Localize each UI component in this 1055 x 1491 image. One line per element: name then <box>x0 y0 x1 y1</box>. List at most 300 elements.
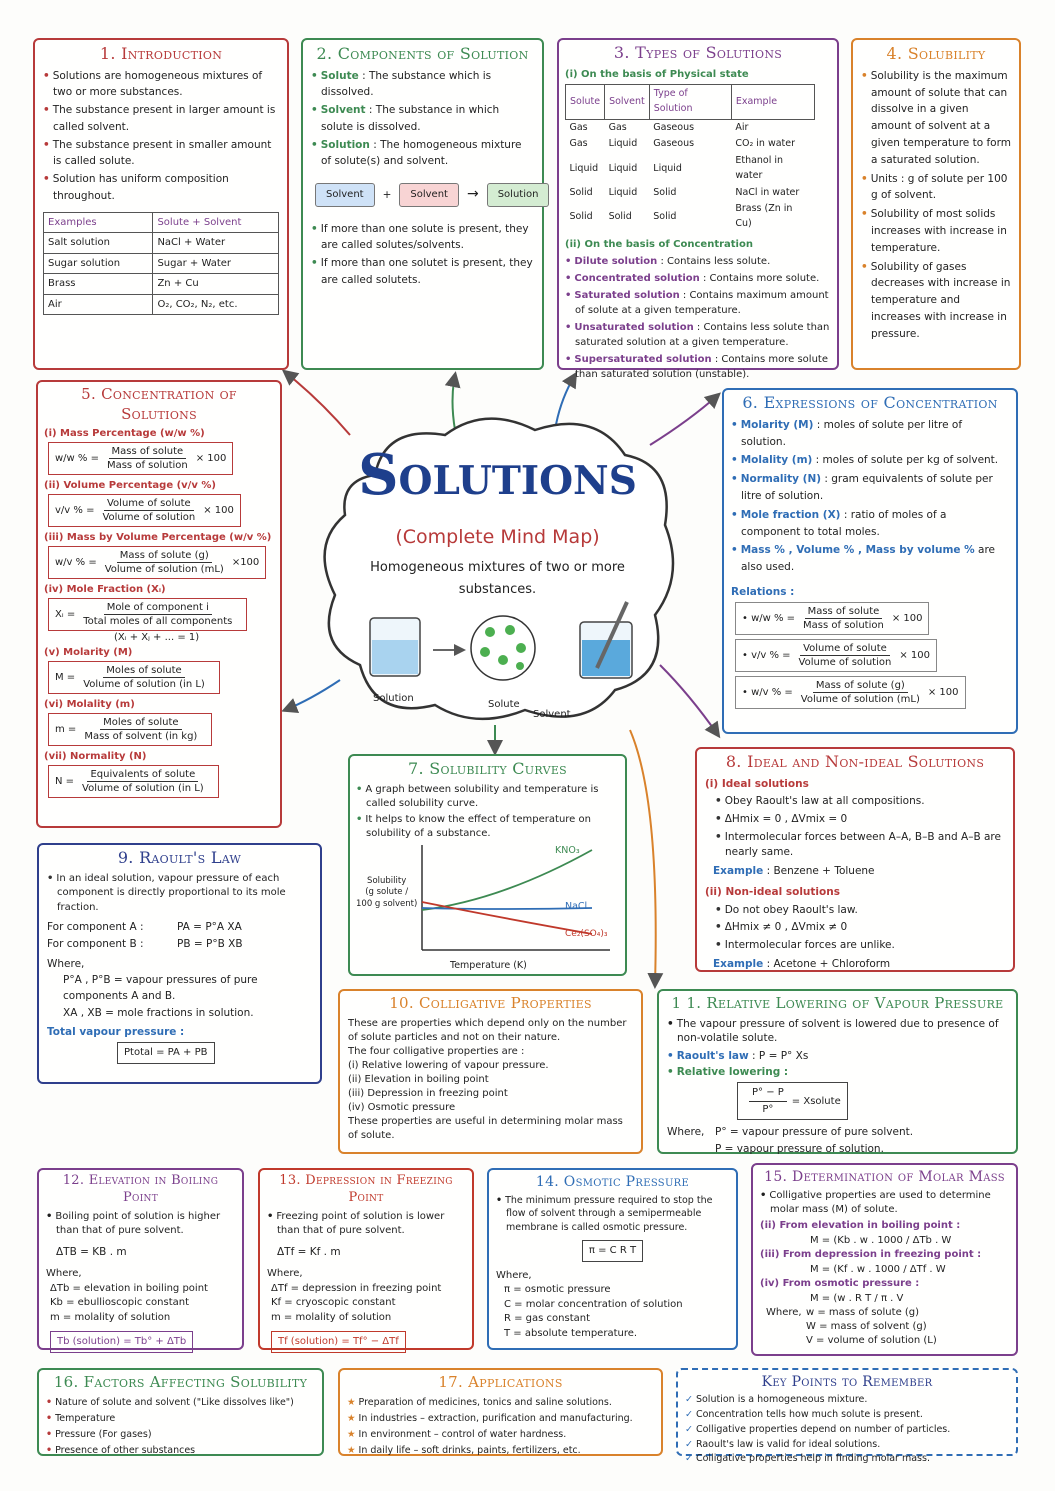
table-header-cell: Solvent <box>605 85 650 119</box>
center-subtitle: (Complete Mind Map) <box>395 526 600 548</box>
colligative-item: (iii) Depression in freezing point <box>348 1087 508 1099</box>
curves-ylabel <box>356 876 417 910</box>
denominator: Volume of solution (mL) <box>104 564 224 575</box>
rlvp-def2: P = vapour pressure of solution. <box>715 1142 884 1155</box>
table-row <box>44 233 279 254</box>
formula-lhs: • w/v % = <box>742 687 793 699</box>
curves-box <box>348 754 627 976</box>
types-sub1: (i) On the basis of Physical state <box>565 68 749 80</box>
series-kno3: KNO₃ <box>555 845 580 856</box>
nonideal-items <box>705 903 1005 954</box>
bullet-icon: • <box>356 783 363 795</box>
ylabel-line2: (g solute / <box>365 887 409 898</box>
table-cell: Zn + Cu <box>153 274 279 295</box>
bullet-text: Solubility of gases decreases with increase in temperature and increases with increase in pressure. <box>870 260 1011 340</box>
ideal-sub2: (ii) Non-ideal solutions <box>705 886 840 899</box>
table-cell: Solid <box>608 210 632 222</box>
table-cell: NaCl in water <box>735 186 800 198</box>
raoult-where: Where, <box>47 957 85 970</box>
term-item <box>565 352 831 382</box>
numerator: Moles of solute <box>100 716 181 730</box>
bullet-item <box>47 872 312 916</box>
denominator: Volume of solution (in L) <box>83 679 205 690</box>
table-row <box>44 253 279 274</box>
bullet-item <box>43 68 279 101</box>
bullet-text: If more than one solutet is present, they are called solutets. <box>320 257 533 286</box>
term-item <box>565 320 831 350</box>
bullet-icon: • <box>731 544 738 557</box>
components-notes <box>311 221 534 288</box>
term-text: : ratio of moles of a component to total moles. <box>741 508 947 538</box>
bullet-icon: • <box>565 256 572 268</box>
table-cell: Air <box>735 121 749 133</box>
molar-method-eq: M = (Kf . w . 1000 / ΔTf . W <box>810 1263 946 1275</box>
concentration-label: (i) Mass Percentage (w/w %) <box>44 428 205 439</box>
term-item <box>311 68 534 101</box>
intro-th-composition: Solute + Solvent <box>153 212 279 233</box>
term-label: Molarity (M) <box>740 418 814 431</box>
applications-bullets <box>347 1396 654 1459</box>
rlvp-den: P° <box>762 1103 774 1115</box>
bullet-icon: • <box>731 454 738 467</box>
formula-lhs: M = <box>55 672 76 683</box>
bullet-item <box>311 255 534 288</box>
numerator: Mass of solute <box>805 605 883 619</box>
table-cell: Solid <box>569 186 593 198</box>
bullet-icon: • <box>311 138 318 151</box>
depression-box <box>258 1168 474 1350</box>
colligative-lead: The four colligative properties are : <box>348 1045 525 1057</box>
bullet-text: Solution is a homogeneous mixture. <box>695 1394 868 1406</box>
bullet-item <box>685 1409 1009 1422</box>
term-text: : Contains more solute than saturated solution (unstable). <box>575 354 828 381</box>
bullet-icon: • <box>43 104 50 117</box>
term-text: are also used. <box>741 544 996 574</box>
molar-method-eq: M = (Kb . w . 1000 / ΔTb . W <box>810 1234 952 1246</box>
flow-solvent-b: Solvent <box>399 183 459 207</box>
bullet-text: In industries – extraction, purification and manufacturing. <box>358 1412 633 1424</box>
bullet-text: Solubility of most solids increases with increase in temperature. <box>870 208 1007 254</box>
rlvp-law: • Raoult's law : P = P° Xs <box>667 1049 809 1062</box>
bullet-text: Intermolecular forces are unlike. <box>724 939 895 952</box>
table-cell: Salt solution <box>44 233 153 254</box>
bullet-icon: • <box>46 1396 53 1408</box>
ideal-sub1: (i) Ideal solutions <box>705 777 809 790</box>
components-flow <box>315 183 539 207</box>
bullet-text: In an ideal solution, vapour pressure of each component is directly proportional to its mole fraction. <box>56 872 286 913</box>
elevation-defs <box>46 1282 235 1326</box>
term-label: Solute <box>320 69 359 82</box>
bullet-text: The substance present in larger amount is called solvent. <box>52 104 276 133</box>
bullet-text: A graph between solubility and temperature is called solubility curve. <box>365 783 599 809</box>
term-label: Supersaturated solution <box>574 354 712 366</box>
osmotic-where: Where, <box>496 1269 532 1281</box>
bullet-icon: • <box>715 903 722 916</box>
colligative-item: (iv) Osmotic pressure <box>348 1101 456 1113</box>
table-cell: Brass <box>44 274 153 295</box>
denominator: Total moles of all components <box>83 616 233 627</box>
table-row <box>566 201 815 232</box>
comp-b-eq: PB = P°B XB <box>177 937 243 950</box>
colligative-item: (ii) Elevation in boiling point <box>348 1073 489 1085</box>
concentration-label: (vi) Molality (m) <box>44 699 135 710</box>
formula-box <box>735 602 929 635</box>
formula-lhs: • w/w % = <box>742 613 796 625</box>
curves-bullets <box>356 783 619 841</box>
concentration-items <box>44 427 274 798</box>
bullet-item <box>715 938 1005 954</box>
formula-lhs: N = <box>55 776 75 787</box>
fraction <box>79 768 207 795</box>
table-cell: NaCl + Water <box>153 233 279 254</box>
definition-item: W = mass of solvent (g) <box>806 1321 927 1333</box>
comp-a-label: For component A : <box>47 921 144 934</box>
formula-tail: × 100 <box>891 613 923 625</box>
denominator: Mass of solvent (in kg) <box>84 731 198 742</box>
bullet-icon: • <box>47 872 54 884</box>
center-illustration <box>315 600 680 710</box>
table-cell: Gas <box>569 121 588 133</box>
series-nacl: NaCl <box>565 901 588 912</box>
ideal-items <box>705 794 1005 861</box>
colligative-item: (i) Relative lowering of vapour pressure. <box>348 1059 549 1071</box>
table-cell: Solid <box>653 186 677 198</box>
raoult-total-eq: Ptotal = PA + PB <box>117 1042 215 1064</box>
types-title: 3. Types of Solutions <box>613 43 783 62</box>
expressions-items <box>731 417 1009 576</box>
center-description: Homogeneous mixtures of two or more substances. <box>370 560 625 598</box>
fraction <box>104 445 191 472</box>
fraction <box>81 716 200 743</box>
bullet-icon: ✓ <box>685 1423 693 1435</box>
introduction-table <box>43 212 279 316</box>
keypoints-bullets <box>685 1394 1009 1466</box>
table-row <box>44 274 279 295</box>
bullet-item <box>43 171 279 204</box>
bullet-icon: ✓ <box>685 1438 693 1450</box>
types-table <box>565 84 815 232</box>
bullet-item <box>347 1412 654 1426</box>
fraction <box>99 497 198 524</box>
formula-box <box>48 713 212 746</box>
applications-title: 17. Applications <box>438 1373 563 1391</box>
elevation-bullet: • Boiling point of solution is higher than that of pure solvent. <box>46 1210 221 1236</box>
formula-lhs: • v/v % = <box>742 650 791 662</box>
formula-box <box>735 639 937 672</box>
formula-lhs: v/v % = <box>55 505 95 516</box>
bullet-icon: • <box>311 222 318 235</box>
series-ce2so43: Ce₂(SO₄)₃ <box>565 929 608 939</box>
definition-item: C = molar concentration of solution <box>504 1298 683 1310</box>
molar-bullet: • Colligative properties are used to determine molar mass (M) of solute. <box>760 1190 991 1216</box>
bullet-text: Pressure (For gases) <box>55 1429 152 1440</box>
bullet-text: Obey Raoult's law at all compositions. <box>724 795 925 808</box>
raoult-title: 9. Raoult's Law <box>117 848 242 867</box>
bullet-icon: • <box>861 260 868 273</box>
table-cell: Liquid <box>569 162 599 174</box>
molar-box <box>751 1163 1018 1356</box>
bullet-text: ΔHmix = 0 , ΔVmix = 0 <box>724 812 848 825</box>
concentration-box <box>36 380 282 828</box>
bullet-icon: • <box>715 921 722 934</box>
bullet-icon: ✓ <box>685 1409 693 1420</box>
curves-xlabel: Temperature (K) <box>450 960 527 971</box>
bullet-icon: • <box>46 1429 53 1440</box>
nonideal-example-label: Example <box>713 957 764 970</box>
concentration-label: (iii) Mass by Volume Percentage (w/v %) <box>44 532 272 543</box>
table-row <box>566 119 815 136</box>
term-label: Dilute solution <box>574 256 658 268</box>
label-solute: Solute <box>488 699 520 710</box>
table-cell: Liquid <box>608 162 638 174</box>
stirred-beaker-icon <box>580 602 632 678</box>
term-text: : moles of solute per litre of solution. <box>741 418 963 448</box>
term-item <box>565 271 831 286</box>
bullet-item <box>46 1412 315 1426</box>
bullet-text: Nature of solute and solvent ("Like dissolves like") <box>55 1396 294 1408</box>
term-label: Solvent <box>320 104 366 117</box>
term-text: : The homogeneous mixture of solute(s) and solvent. <box>321 138 522 168</box>
bullet-icon: • <box>43 138 50 151</box>
colligative-intro: These are properties which depend only on the number of solute particles and not on their nature. <box>348 1017 627 1043</box>
bullet-icon: • <box>43 69 50 82</box>
formula-tail: × 100 <box>195 453 227 464</box>
solubility-title: 4. Solubility <box>886 44 986 63</box>
bullet-icon: • <box>861 172 868 185</box>
bullet-icon: • <box>311 104 318 117</box>
definition-item: Kb = ebullioscopic constant <box>50 1297 190 1309</box>
definition-item: ΔTf = depression in freezing point <box>271 1282 442 1294</box>
elevation-title: 12. Elevation in Boiling Point <box>62 1173 219 1205</box>
bullet-item <box>685 1394 1009 1407</box>
raoult-total-label: Total vapour pressure : <box>47 1025 185 1038</box>
ideal-example: : Benzene + Toluene <box>766 865 875 878</box>
concentration-title: 5. Concentration of Solutions <box>81 385 237 423</box>
mole-note: (Xᵢ + Xⱼ + ... = 1) <box>114 632 200 643</box>
rlvp-title: 1 1. Relative Lowering of Vapour Pressure <box>671 994 1004 1012</box>
bullet-icon: ★ <box>347 1429 356 1440</box>
colligative-box <box>338 989 643 1154</box>
bullet-icon: ★ <box>347 1445 356 1457</box>
bullet-text: Preparation of medicines, tonics and saline solutions. <box>358 1396 612 1408</box>
numerator: Volume of solute <box>800 642 890 656</box>
rlvp-box <box>657 989 1018 1154</box>
table-row <box>566 185 815 202</box>
depression-defs <box>267 1282 465 1326</box>
molar-items <box>760 1219 1009 1306</box>
comp-a-eq: PA = P°A XA <box>177 921 242 934</box>
table-cell: Gaseous <box>653 138 695 150</box>
bullet-icon: • <box>43 173 50 186</box>
molar-method-label: (iii) From depression in freezing point : <box>760 1249 982 1261</box>
bullet-item <box>861 206 1011 256</box>
molar-where-block <box>760 1306 1009 1348</box>
term-item <box>565 254 831 269</box>
bullet-item <box>46 1444 315 1458</box>
denominator: Mass of solution <box>803 620 884 632</box>
ylabel-line3: 100 g solvent) <box>356 898 418 909</box>
solubility-bullets <box>861 68 1011 343</box>
table-cell: CO₂ in water <box>735 138 796 150</box>
table-header-cell: Type of Solution <box>649 85 731 119</box>
table-cell: Sugar + Water <box>153 253 279 274</box>
depression-bullet: • Freezing point of solution is lower than that of pure solvent. <box>267 1210 445 1236</box>
relations-list <box>731 602 1009 709</box>
term-label: Normality (N) <box>740 473 822 486</box>
flow-solution: Solution <box>487 183 550 207</box>
definition-item: π = osmotic pressure <box>504 1284 611 1296</box>
molar-method-label: (iv) From osmotic pressure : <box>760 1278 920 1290</box>
term-text: : Contains less solute than saturated solution at a given temperature. <box>575 322 830 349</box>
bullet-text: Intermolecular forces between A–A, B–B and A–B are nearly same. <box>724 830 1001 859</box>
concentration-label: (iv) Mole Fraction (Xᵢ) <box>44 584 166 595</box>
definition-item: w = mass of solute (g) <box>806 1307 920 1319</box>
table-cell: Air <box>44 294 153 315</box>
ideal-example-label: Example <box>713 865 764 878</box>
solubility-box <box>851 38 1021 370</box>
osmotic-eq: π = C R T <box>582 1240 643 1262</box>
bullet-icon: • <box>565 290 572 302</box>
bullet-text: Colligative properties depend on number of particles. <box>695 1423 951 1435</box>
bullet-item <box>715 903 1005 919</box>
molar-defs <box>806 1306 937 1348</box>
molar-method-eq: M = (w . R T / π . V <box>810 1292 904 1304</box>
term-item <box>731 471 1009 505</box>
denominator: Volume of solution <box>798 657 892 669</box>
introduction-title: 1. Introduction <box>99 44 223 63</box>
rlvp-where: Where, <box>667 1126 705 1139</box>
definition-item: V = volume of solution (L) <box>806 1335 937 1347</box>
definition-item: T = absolute temperature. <box>504 1327 638 1339</box>
numerator: Mass of solute (g) <box>117 549 212 563</box>
formula-box <box>48 494 241 527</box>
concentration-label: (v) Molarity (M) <box>44 647 133 658</box>
types-items <box>565 254 831 382</box>
raoult-box <box>37 843 322 1084</box>
denominator: Volume of solution <box>102 512 196 523</box>
bullet-item <box>356 783 619 811</box>
bullet-icon: • <box>311 69 318 82</box>
bullet-icon: ★ <box>347 1396 356 1408</box>
bullet-text: In daily life – soft drinks, paints, fertilizers, etc. <box>358 1445 581 1457</box>
bullet-item <box>347 1396 654 1410</box>
definition-item: Kf = cryoscopic constant <box>271 1297 396 1309</box>
formula-tail: × 100 <box>203 505 234 516</box>
table-cell: Liquid <box>653 162 682 174</box>
table-header-cell: Example <box>731 85 814 119</box>
factors-bullets <box>46 1396 315 1459</box>
components-box <box>301 38 544 370</box>
bullet-icon: • <box>715 939 722 952</box>
term-label: Mole fraction (X) <box>740 508 841 521</box>
fraction <box>102 549 227 576</box>
elevation-result: Tb (solution) = Tb° + ΔTb <box>50 1331 193 1353</box>
ylabel-line1: Solubility <box>367 876 407 886</box>
formula-box <box>48 546 266 579</box>
fraction <box>80 601 235 628</box>
term-label: Solution <box>320 138 370 151</box>
fraction <box>80 664 208 691</box>
concentration-label: (ii) Volume Percentage (v/v %) <box>44 480 216 491</box>
bullet-text: If more than one solute is present, they are called solutes/solvents. <box>320 222 529 252</box>
raoult-comp-b <box>47 936 312 952</box>
table-row <box>44 294 279 315</box>
bullet-item <box>347 1428 654 1442</box>
relations-label: Relations : <box>731 585 795 598</box>
osmotic-box <box>487 1168 738 1350</box>
flow-arrow: → <box>466 186 479 203</box>
factors-title: 16. Factors Affecting Solubility <box>53 1373 308 1391</box>
bullet-icon: • <box>311 257 318 270</box>
formula-box <box>48 765 219 798</box>
particle-circle-icon <box>471 616 535 680</box>
formula-box <box>48 661 220 694</box>
rlvp-rel: • Relative lowering : <box>667 1066 789 1079</box>
term-item <box>731 507 1009 541</box>
bullet-icon: • <box>861 208 868 221</box>
table-cell: Sugar solution <box>44 253 153 274</box>
term-item <box>565 288 831 318</box>
introduction-bullets <box>43 68 279 204</box>
bullet-icon: ✓ <box>685 1453 693 1465</box>
raoult-comp-a <box>47 919 312 935</box>
term-text: : moles of solute per kg of solvent. <box>815 454 999 467</box>
bullet-item <box>347 1444 654 1458</box>
numerator: Mole of component i <box>104 601 212 615</box>
table-cell: Gas <box>608 121 627 133</box>
table-cell: Ethanol in water <box>735 155 784 181</box>
ideal-title: 8. Ideal and Non-ideal Solutions <box>725 752 985 771</box>
bullet-text: Do not obey Raoult's law. <box>724 903 858 916</box>
depression-where: Where, <box>267 1268 303 1280</box>
term-text: : gram equivalents of solute per litre of solution. <box>741 473 993 502</box>
bullet-text: In environment – control of water hardness. <box>358 1429 567 1440</box>
table-row <box>566 153 815 184</box>
components-items <box>311 68 534 170</box>
formula-box <box>48 598 247 631</box>
bullet-text: Raoult's law is valid for ideal solutions. <box>695 1438 881 1450</box>
formula-box <box>735 676 966 709</box>
term-label: Concentrated solution <box>574 273 700 285</box>
expressions-box <box>722 388 1018 734</box>
concentration-label: (vii) Normality (N) <box>44 751 147 762</box>
bullet-icon: • <box>565 354 572 366</box>
table-cell: Brass (Zn in Cu) <box>735 203 793 230</box>
numerator: Moles of solute <box>103 664 184 678</box>
rlvp-where-block <box>667 1124 1008 1157</box>
rlvp-def1: P° = vapour pressure of pure solvent. <box>715 1126 914 1139</box>
intro-th-examples: Examples <box>44 212 153 233</box>
osmotic-defs <box>496 1283 729 1341</box>
bullet-text: The substance present in smaller amount is called solute. <box>52 138 272 168</box>
term-text: : Contains more solute. <box>702 273 820 285</box>
numerator: Mass of solute <box>109 445 187 459</box>
table-cell: Liquid <box>608 186 638 198</box>
beaker-icon <box>370 618 420 676</box>
label-solvent: Solvent <box>533 709 571 720</box>
term-label: Unsaturated solution <box>574 322 694 334</box>
depression-title: 13. Depression in Freezing Point <box>279 1173 453 1205</box>
bullet-item <box>356 813 619 841</box>
colligative-outro: These properties are useful in determining molar mass of solute. <box>348 1115 623 1141</box>
denominator: Volume of solution (mL) <box>800 694 920 706</box>
curves-title: 7. Solubility Curves <box>408 759 567 778</box>
table-row <box>566 136 815 153</box>
bullet-item <box>861 171 1011 205</box>
term-text: : The substance in which solute is dissolved. <box>321 104 500 133</box>
bullet-text: Temperature <box>55 1412 116 1424</box>
term-label: Mass % , Volume % , Mass by volume % <box>740 544 975 557</box>
